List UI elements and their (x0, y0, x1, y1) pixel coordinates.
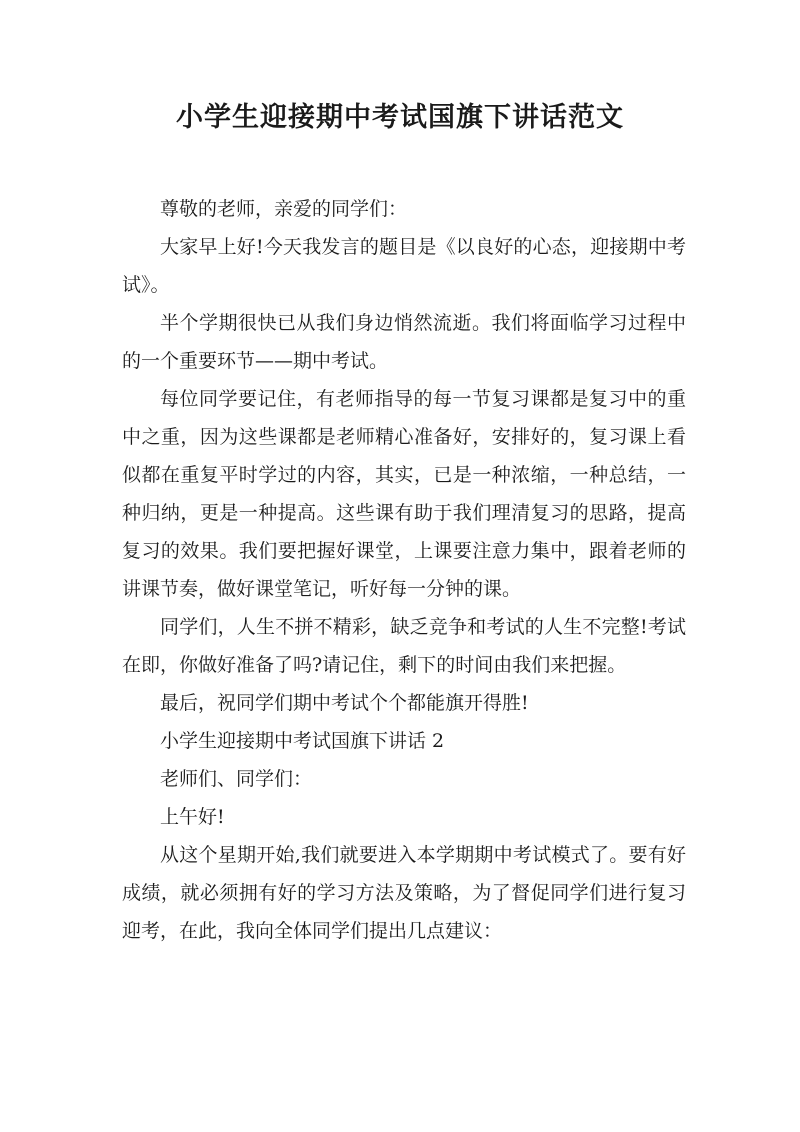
page-title: 小学生迎接期中考试国旗下讲话范文 (176, 102, 624, 133)
closing-paragraph: 最后，祝同学们期中考试个个都能旗开得胜! (160, 692, 529, 714)
greeting-paragraph: 老师们、同学们： (160, 768, 313, 790)
document-body (122, 190, 686, 950)
greeting-paragraph: 上午好! (160, 806, 225, 828)
body-paragraph: 同学们，人生不拼不精彩，缺乏竞争和考试的人生不完整!考试在即，你做好准备了吗?请记住，剩下的时间由我们来把握。 (122, 616, 686, 676)
greeting-paragraph: 尊敬的老师，亲爱的同学们： (160, 198, 408, 220)
body-paragraph: 从这个星期开始,我们就要进入本学期期中考试模式了。要有好成绩，就必须拥有好的学习方法及策略，为了督促同学们进行复习迎考，在此，我向全体同学们提出几点建议： (122, 844, 686, 942)
section-heading: 小学生迎接期中考试国旗下讲话 2 (160, 730, 445, 752)
opening-paragraph: 大家早上好!今天我发言的题目是《以良好的心态，迎接期中考试》。 (122, 236, 686, 296)
body-paragraph: 半个学期很快已从我们身边悄然流逝。我们将面临学习过程中的一个重要环节——期中考试。 (122, 312, 686, 372)
body-paragraph: 每位同学要记住，有老师指导的每一节复习课都是复习中的重中之重，因为这些课都是老师精心准备好，安排好的，复习课上看似都在重复平时学过的内容，其实，已是一种浓缩，一种总结，一种归纳，更是一种提高。这些课有助于我们理清复习的思路，提高复习的效果。我们要把握好课堂，上课要注意力集中，跟着老师的讲课节奏，做好课堂笔记，听好每一分钟的课。 (122, 388, 686, 600)
